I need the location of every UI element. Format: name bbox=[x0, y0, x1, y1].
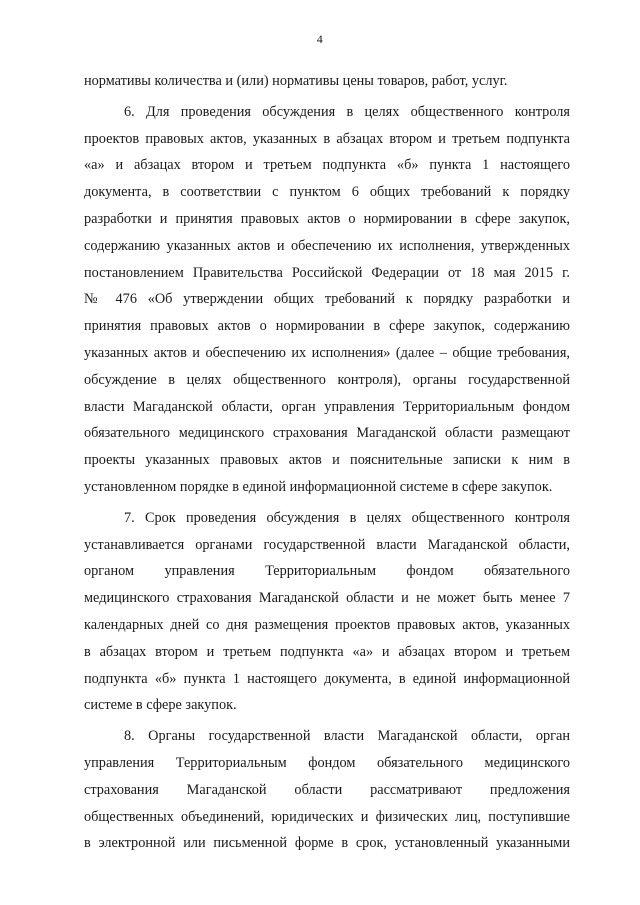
text-line: общественных объединений, юридических и физических лиц, поступившие bbox=[84, 808, 570, 825]
text-line: обязательного медицинского страхования Магаданской области размещают bbox=[84, 425, 570, 442]
text-line: страхования Магаданской области рассматривают предложения bbox=[84, 781, 570, 798]
text-line: системе в сфере закупок. bbox=[84, 697, 237, 714]
paragraph-intro bbox=[84, 68, 570, 95]
text-line: проекты указанных правовых актов и пояснительные записки к ним в bbox=[84, 452, 570, 469]
text-line: обсуждение в целях общественного контроля), органы государственной bbox=[84, 371, 570, 388]
text-line: подпункта «б» пункта 1 настоящего документа, в единой информационной bbox=[84, 670, 570, 687]
text-line: документа, в соответствии с пунктом 6 общих требований к порядку bbox=[84, 184, 570, 201]
text-line: календарных дней со дня размещения проектов правовых актов, указанных bbox=[84, 616, 570, 633]
text-line: органом управления Территориальным фондом обязательного bbox=[84, 563, 570, 580]
text-line: принятия правовых актов о нормировании в сфере закупок, содержанию bbox=[84, 318, 570, 335]
text-line: № 476 «Об утверждении общих требований к порядку разработки и bbox=[84, 291, 570, 308]
text-line: указанных актов и обеспечению их исполнения» (далее – общие требования, bbox=[84, 344, 570, 361]
text-line: «а» и абзацах втором и третьем подпункта «б» пункта 1 настоящего bbox=[84, 157, 570, 174]
text-line: установленном порядке в единой информационной системе в сфере закупок. bbox=[84, 478, 553, 495]
text-line: устанавливается органами государственной власти Магаданской области, bbox=[84, 536, 570, 553]
page-number: 4 bbox=[316, 32, 324, 46]
text-line: 8. Органы государственной власти Магаданской области, орган bbox=[124, 728, 570, 745]
text-line: в электронной или письменной форме в срок, установленный указанными bbox=[84, 835, 570, 852]
document-body bbox=[84, 68, 570, 857]
text-line: постановлением Правительства Российской Федерации от 18 мая 2015 г. bbox=[84, 264, 570, 281]
paragraph-7 bbox=[84, 505, 570, 719]
paragraph-6 bbox=[84, 99, 570, 501]
text-line: управления Территориальным фондом обязательного медицинского bbox=[84, 754, 570, 771]
text-line: содержанию указанных актов и обеспечению их исполнения, утвержденных bbox=[84, 237, 570, 254]
paragraph-8 bbox=[84, 723, 570, 857]
text-line: в абзацах втором и третьем подпункта «а» и абзацах втором и третьем bbox=[84, 643, 570, 660]
text-line: власти Магаданской области, орган управления Территориальным фондом bbox=[84, 398, 570, 415]
text-line: медицинского страхования Магаданской области и не может быть менее 7 bbox=[84, 590, 570, 607]
text-line: разработки и принятия правовых актов о нормировании в сфере закупок, bbox=[84, 210, 570, 227]
text-line: 7. Срок проведения обсуждения в целях общественного контроля bbox=[124, 509, 570, 526]
text-line: 6. Для проведения обсуждения в целях общественного контроля bbox=[124, 103, 570, 120]
text-line: проектов правовых актов, указанных в абзацах втором и третьем подпункта bbox=[84, 130, 570, 147]
text-line: нормативы количества и (или) нормативы цены товаров, работ, услуг. bbox=[84, 73, 508, 89]
